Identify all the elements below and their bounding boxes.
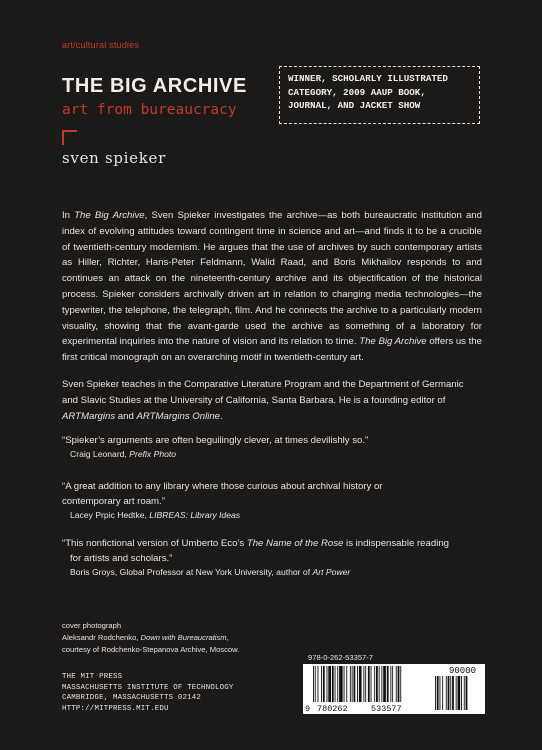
credit-punct: , — [226, 633, 229, 642]
quote-name: Boris Groys, Global Professor at New York University, author of — [70, 567, 313, 577]
barcode-bar — [368, 666, 370, 702]
barcode-digits-left: 780262 — [317, 704, 348, 714]
book-title-italic: The Big Archive — [359, 336, 427, 348]
barcode-addon-bar — [435, 676, 436, 710]
barcode-bar — [321, 666, 322, 702]
quote-attribution — [62, 566, 482, 579]
barcode-addon-bar — [440, 676, 441, 710]
barcode-bar — [381, 666, 382, 702]
quote-text: “Spieker’s arguments are often beguilingly clever, at times devilishly so.” — [62, 435, 369, 446]
corner-mark — [62, 130, 77, 145]
quote-text-part: “This nonfictional version of Umberto Eco’s — [62, 538, 247, 549]
credit-label: cover photograph — [62, 621, 122, 630]
barcode-bars-addon — [435, 676, 467, 710]
barcode-digits-right: 533577 — [371, 704, 402, 714]
barcode-addon-bar — [448, 676, 450, 710]
barcode-bar — [354, 666, 356, 702]
barcode-addon-bar — [456, 676, 457, 710]
barcode-addon-bar — [442, 676, 443, 710]
barcode-bar — [396, 666, 397, 702]
barcode-addon-bar — [437, 676, 439, 710]
quote-attribution — [62, 448, 482, 461]
barcode-addon-bar — [461, 676, 462, 710]
quote-source: LIBREAS: Library Ideas — [149, 510, 241, 520]
award-line: WINNER, SCHOLARLY ILLUSTRATED — [288, 73, 448, 84]
barcode-bar — [346, 666, 347, 702]
isbn-number: 978-0-262-53357-7 — [308, 653, 374, 662]
barcode-bar — [400, 666, 401, 702]
cover-credit — [62, 620, 239, 656]
barcode-bar — [359, 666, 362, 702]
book-subtitle: art from bureaucracy — [62, 102, 237, 118]
publisher-address: CAMBRIDGE, MASSACHUSETTS 02142 — [62, 694, 202, 702]
bio-text: . — [220, 410, 223, 422]
barcode-bar — [374, 666, 375, 702]
quote-book-title: The Name of the Rose — [246, 538, 344, 549]
barcode-addon-bar — [466, 676, 468, 710]
blurb-quote — [62, 433, 482, 461]
quote-text-part: is indispensable reading — [343, 538, 449, 549]
barcode-bar — [371, 666, 372, 702]
description-text: In — [62, 210, 75, 221]
barcode-bar — [390, 666, 391, 702]
blurb-quote — [62, 479, 482, 522]
award-line: CATEGORY, 2009 AAUP BOOK, — [288, 86, 426, 98]
barcode — [303, 664, 485, 714]
barcode-bar — [350, 666, 351, 702]
bio-text: Sven Spieker teaches in the Comparative Literature Program and the Department of Germanic and Slavic Studies at the University of California, Santa Barbara. He is a founding editor of — [62, 379, 464, 406]
barcode-bar — [398, 666, 400, 702]
journal-title: ARTMargins — [62, 410, 116, 422]
barcode-bar — [344, 666, 345, 702]
description-paragraph — [62, 208, 482, 366]
barcode-bar — [339, 666, 343, 702]
barcode-addon-bar — [458, 676, 461, 710]
description-text: offers us the first critical monograph on an overarching motif in twentieth-century art. — [62, 336, 482, 364]
quote-source: Art Power — [312, 567, 351, 577]
barcode-bar — [318, 666, 319, 702]
category-label: art/cultural studies — [62, 40, 140, 50]
barcode-graphic — [303, 664, 485, 714]
journal-title: ARTMargins Online — [136, 410, 221, 422]
book-title-italic: The Big Archive — [74, 210, 145, 221]
credit-courtesy: courtesy of Rodchenko-Stepanova Archive, Moscow. — [62, 645, 240, 654]
credit-work-title: Down with Bureaucratism — [140, 633, 227, 642]
quote-name: Craig Leonard, — [70, 449, 130, 459]
quote-text — [62, 536, 482, 551]
quote-source: Prefix Photo — [129, 449, 177, 459]
publisher-line: MASSACHUSETTS INSTITUTE OF TECHNOLOGY — [62, 683, 234, 692]
blurb-quote — [62, 536, 482, 579]
credit-artist: Aleksandr Rodchenko, — [62, 633, 141, 642]
barcode-bar — [383, 666, 386, 702]
barcode-bar — [379, 666, 380, 702]
barcode-digit-lead: 9 — [305, 704, 311, 714]
quote-text: contemporary art roam.” — [62, 496, 165, 507]
barcode-bar — [363, 666, 364, 702]
award-line: JOURNAL, AND JACKET SHOW — [288, 100, 421, 111]
barcode-bar — [323, 666, 325, 702]
barcode-bar — [352, 666, 353, 702]
barcode-bars-main — [313, 666, 401, 702]
barcode-bar — [315, 666, 316, 702]
barcode-bar — [332, 666, 334, 702]
barcode-bar — [328, 666, 331, 702]
bio-text: and — [115, 410, 137, 422]
credit-work — [62, 632, 239, 644]
quote-text: for artists and scholars.” — [70, 553, 173, 564]
barcode-bar — [365, 666, 366, 702]
author-name: sven spieker — [62, 149, 166, 167]
barcode-bar — [313, 666, 314, 702]
barcode-bar — [335, 666, 336, 702]
barcode-bar — [376, 666, 378, 702]
barcode-addon-bar — [452, 676, 454, 710]
barcode-bar — [357, 666, 358, 702]
description-text: , Sven Spieker investigates the archive—as both bureaucratic institution and index of evolving attitudes toward contingent time in science and art—and finds it to be a crucible of twentieth-century modernism. He argues that the use of archives by such contemporary artists as Hiller, Richter, Hans-Peter Feldmann, Walid Raad, and Boris Mikhailov responds to and continues an attack on the nineteenth-century archive and its objectification of the historical process. Spieker considers archivally driven art in relation to changing media technologies—the typewriter, the telephone, the telegraph, film. And he connects the archive to a particularly modern visuality, showing that the avant-garde used the archive as something of a laboratory for experimental inquiries into the nature of vision and its relation to time. — [62, 210, 482, 348]
barcode-bar — [337, 666, 338, 702]
quote-text: “A great addition to any library where those curious about archival history or — [62, 481, 383, 492]
quote-name: Lacey Prpic Hedtke, — [70, 510, 150, 520]
barcode-addon-bar — [464, 676, 465, 710]
author-bio — [62, 377, 482, 424]
publisher-name: THE MIT PRESS — [62, 673, 123, 681]
barcode-addon-bar — [450, 676, 451, 710]
publisher-block — [62, 672, 234, 714]
barcode-price-code: 90000 — [449, 666, 477, 676]
book-title: THE BIG ARCHIVE — [62, 75, 247, 97]
barcode-bar — [387, 666, 389, 702]
quote-attribution — [62, 509, 482, 522]
award-box — [279, 66, 480, 124]
barcode-bar — [392, 666, 393, 702]
publisher-url: HTTP://MITPRESS.MIT.EDU — [62, 704, 169, 713]
barcode-addon-bar — [446, 676, 447, 710]
barcode-bar — [327, 666, 328, 702]
